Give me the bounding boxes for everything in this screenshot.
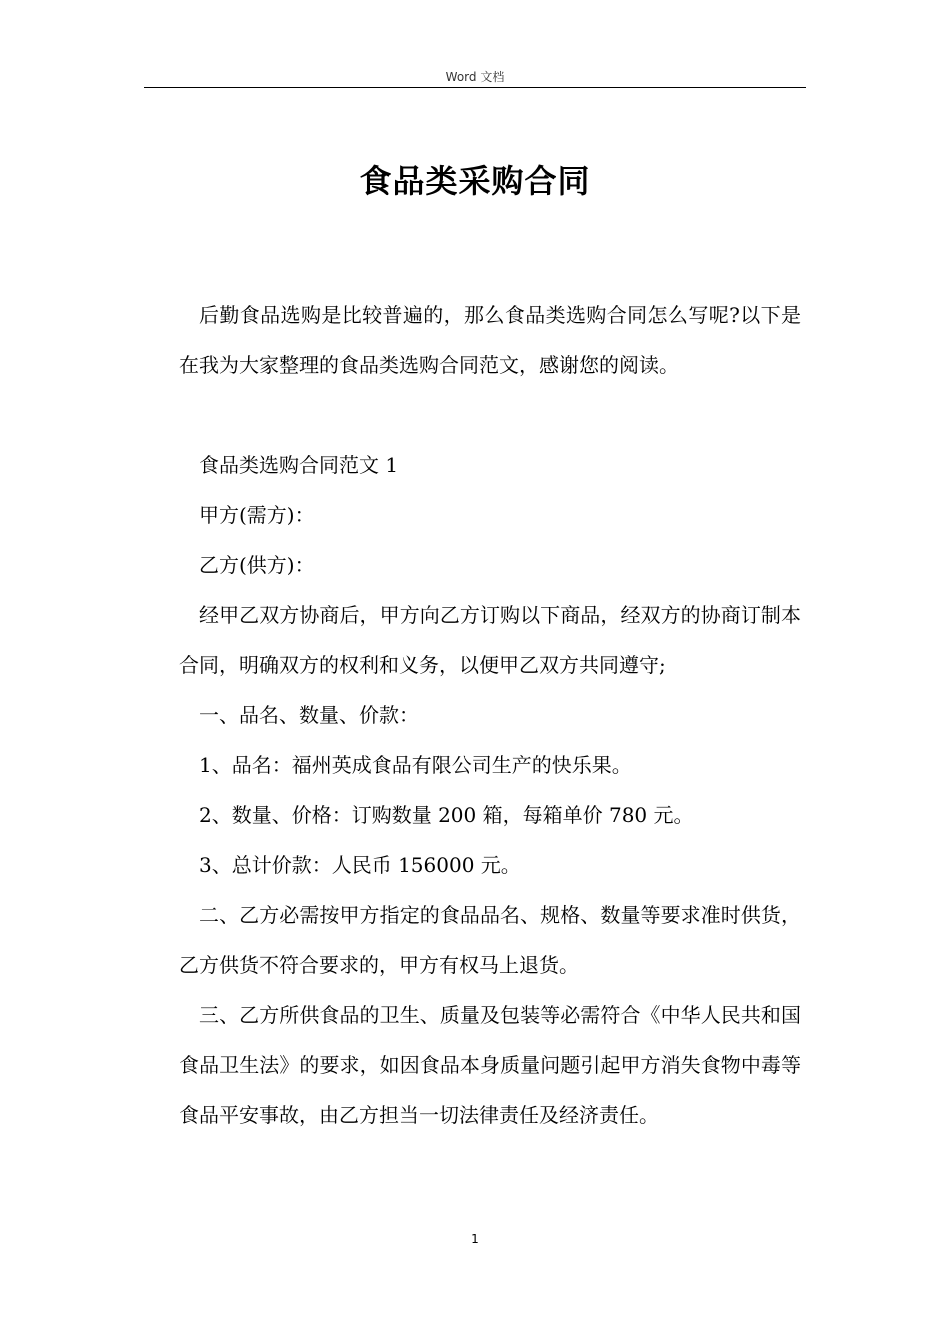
clause-1-item-1: 1、品名：福州英成食品有限公司生产的快乐果。: [199, 753, 632, 777]
clause-3: 三、乙方所供食品的卫生、质量及包装等必需符合《中华人民共和国食品卫生法》的要求，如因食品本身质量问题引起甲方消失食物中毒等食品平安事故，由乙方担当一切法律责任及经济责任。: [179, 1003, 801, 1127]
header-divider: [144, 87, 806, 88]
party-a-line: 甲方(需方)：: [199, 503, 315, 527]
agreement-paragraph: 经甲乙双方协商后，甲方向乙方订购以下商品，经双方的协商订制本合同，明确双方的权利和义务，以便甲乙双方共同遵守;: [179, 603, 801, 677]
party-b-line: 乙方(供方)：: [199, 553, 315, 577]
intro-paragraph: 后勤食品选购是比较普遍的，那么食品类选购合同怎么写呢?以下是在我为大家整理的食品类选购合同范文，感谢您的阅读。: [179, 303, 801, 377]
page-header-label: Word 文档: [445, 70, 505, 84]
paragraph-spacer: [179, 390, 801, 440]
clause-1-item-3: 3、总计价款：人民币 156000 元。: [199, 853, 521, 877]
clause-2: 二、乙方必需按甲方指定的食品品名、规格、数量等要求准时供货，乙方供货不符合要求的，甲方有权马上退货。: [179, 903, 801, 977]
page-number: 1: [471, 1232, 479, 1246]
clause-1-heading: 一、品名、数量、价款：: [199, 703, 419, 727]
document-body: [179, 290, 801, 1140]
document-title: 食品类采购合同: [359, 162, 591, 200]
section-heading: 食品类选购合同范文 1: [199, 453, 399, 477]
clause-1-item-2: 2、数量、价格：订购数量 200 箱，每箱单价 780 元。: [199, 803, 694, 827]
